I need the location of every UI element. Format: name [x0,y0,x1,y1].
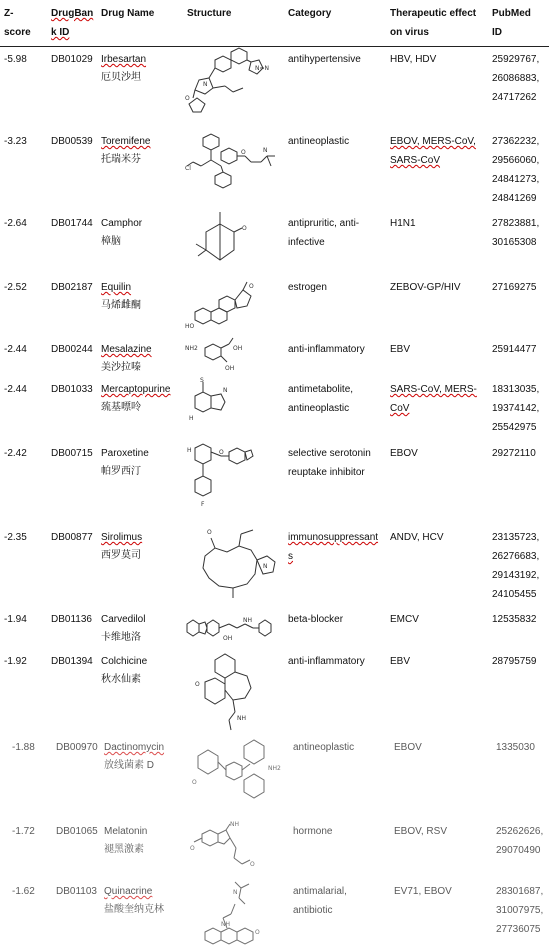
category-cell: beta-blocker [288,614,344,625]
drug-name-cn: 卡维地洛 [101,632,141,643]
atom-label-o: O [249,283,254,290]
atom-label-f: F [201,501,205,508]
pubmed-cell: 25929767, 26086883, 24717262 [492,54,540,103]
header-pubmed-id: PubMed ID [492,8,531,38]
atom-label-ho: HO [185,323,195,330]
effect-cell: EBV [390,656,411,667]
effect-cell: ANDV, HCV [390,532,444,543]
pubmed-cell: 27823881, 30165308 [492,218,540,248]
atom-label-n: N [233,889,238,896]
irbesartan-structure-icon [185,48,285,124]
table-row [0,210,549,272]
drug-name-cn: 帕罗西汀 [101,466,141,477]
effect-cell: H1N1 [390,218,416,229]
toremifene-structure-icon [185,132,285,204]
paroxetine-structure-icon [185,442,275,522]
drug-name-en: Carvedilol [101,614,146,625]
atom-label-o: O [241,149,246,156]
effect-cell: EBOV, MERS-CoV, SARS-CoV [390,136,476,166]
drug-name-cn: 马烯雌酮 [101,300,141,311]
header-drugbank-id: DrugBan k ID [51,8,94,38]
table-row [0,46,549,126]
header-drug-name: Drug Name [101,8,155,19]
zscore-cell: -1.72 [12,826,35,837]
pubmed-cell: 1335030 [496,742,535,753]
atom-label-nh2: NH2 [268,765,281,772]
atom-label-o-2: O [250,861,255,868]
atom-label-o: O [192,779,197,786]
drug-name-cn: 褪黑激素 [104,844,144,855]
table-row [0,338,549,378]
atom-label-o: O [185,95,190,102]
mercaptopurine-structure-icon [185,378,255,438]
zscore-cell: -3.23 [4,136,27,147]
atom-label-o: O [195,681,200,688]
pubmed-cell: 12535832 [492,614,537,625]
category-cell: antimalarial, antibiotic [293,886,347,916]
category-cell: antipruritic, anti- infective [288,218,360,248]
drug-name-cn: 秋水仙素 [101,674,141,685]
drug-name-cn: 放线菌素 D [104,760,154,771]
category-cell: antineoplastic [288,136,350,147]
drug-name-en: Melatonin [104,826,148,837]
atom-label-nh: NH [243,617,252,624]
drug-name-en: Equilin [101,282,132,293]
header-category: Category [288,8,332,19]
table-row [0,526,549,608]
header-zscore: Z- score [4,8,31,38]
drug-name-cn: 樟脑 [101,236,121,247]
table-header [0,0,549,46]
effect-cell: ZEBOV-GP/HIV [390,282,461,293]
drug-name-cn: 盐酸奎纳克林 [104,904,164,915]
atom-label-oh: OH [233,345,243,352]
effect-cell: HBV, HDV [390,54,437,65]
dactinomycin-structure-icon [190,736,290,816]
atom-label-nh: NH [237,715,246,722]
category-cell: anti-inflammatory [288,656,365,667]
drugbank-id-cell: DB01029 [51,54,93,65]
drugbank-id-cell: DB00715 [51,448,93,459]
drug-name-en: Camphor [101,218,143,229]
pubmed-cell: 28301687, 31007975, 27736075 [496,886,544,935]
drug-name-cn: 厄贝沙坦 [101,72,141,83]
zscore-cell: -1.94 [4,614,27,625]
category-cell: antimetabolite, antineoplastic [288,384,354,414]
zscore-cell: -2.35 [4,532,27,543]
carvedilol-structure-icon [185,610,285,648]
drug-name-en: Dactinomycin [104,742,165,753]
equilin-structure-icon [185,276,275,336]
drug-name-cn: 托瑞米芬 [101,154,141,165]
zscore-cell: -1.88 [12,742,35,753]
drugbank-id-cell: DB01136 [51,614,92,625]
drugbank-id-cell: DB00970 [56,742,98,753]
category-cell: estrogen [288,282,327,293]
atom-label-h: H [187,447,192,454]
camphor-structure-icon [190,210,270,270]
atom-label-cl: Cl [185,165,191,172]
effect-cell: EV71, EBOV [394,886,452,897]
drugbank-id-cell: DB01103 [56,886,97,897]
atom-label-n: N [203,81,208,88]
drug-name-cn: 美沙拉嗪 [101,362,141,373]
drug-name-en: Toremifene [101,136,151,147]
table-row [0,378,549,442]
atom-label-n: N [263,563,268,570]
table-row [0,128,549,208]
table-row [0,274,549,338]
drugbank-id-cell: DB01744 [51,218,93,229]
drug-name-en: Colchicine [101,656,148,667]
atom-label-o: O [219,449,224,456]
sirolimus-structure-icon [185,526,285,606]
effect-cell: SARS-CoV, MERS- CoV [390,384,477,414]
pubmed-cell: 25262626, 29070490 [496,826,544,856]
colchicine-structure-icon [185,650,275,734]
category-cell: hormone [293,826,333,837]
atom-label-nn: N=N [255,65,270,72]
effect-cell: EBOV, RSV [394,826,447,837]
drug-name-cn: 西罗莫司 [101,550,141,561]
zscore-cell: -2.44 [4,384,27,395]
quinacrine-structure-icon [195,880,285,950]
drug-name-en: Irbesartan [101,54,147,65]
table-row [0,650,549,736]
table-row [0,736,549,820]
drugbank-id-cell: DB01394 [51,656,93,667]
pubmed-cell: 23135723, 26276683, 29143192, 24105455 [492,532,540,600]
zscore-cell: -5.98 [4,54,27,65]
table-row [0,820,549,880]
atom-label-nh: NH [230,821,239,828]
drugbank-id-cell: DB02187 [51,282,93,293]
category-cell: antihypertensive [288,54,361,65]
drugbank-id-cell: DB00244 [51,344,93,355]
zscore-cell: -1.62 [12,886,35,897]
table-row [0,608,549,650]
effect-cell: EMCV [390,614,419,625]
drug-name-en: Mercaptopurine [101,384,171,395]
drugbank-id-cell: DB01065 [56,826,98,837]
category-cell: immunosuppressant s [288,532,379,562]
drug-name-en: Sirolimus [101,532,143,543]
mesalazine-structure-icon [185,338,265,378]
header-therapeutic-effect: Therapeutic effect on virus [390,8,477,38]
pubmed-cell: 28795759 [492,656,537,667]
melatonin-structure-icon [190,820,270,878]
atom-label-o: O [255,929,260,936]
effect-cell: EBV [390,344,411,355]
drug-name-cn: 巯基嘌呤 [101,402,141,413]
table-row [0,442,549,526]
atom-label-nh: NH [221,921,230,928]
category-cell: antineoplastic [293,742,355,753]
drug-name-en: Mesalazine [101,344,152,355]
atom-label-s: S [200,377,204,384]
drug-name-en: Quinacrine [104,886,153,897]
effect-cell: EBOV [390,448,418,459]
atom-label-oh: OH [223,635,233,642]
atom-label-o: O [190,845,195,852]
zscore-cell: -1.92 [4,656,27,667]
pubmed-cell: 27362232, 29566060, 24841273, 24841269 [492,136,540,204]
zscore-cell: -2.42 [4,448,27,459]
zscore-cell: -2.64 [4,218,27,229]
pubmed-cell: 18313035, 19374142, 25542975 [492,384,540,433]
table-row [0,880,549,951]
effect-cell: EBOV [394,742,422,753]
atom-label-h: H [189,415,194,422]
pubmed-cell: 25914477 [492,344,537,355]
atom-label-n: N [263,147,268,154]
category-cell: selective serotonin reuptake inhibitor [288,448,371,478]
header-structure: Structure [187,8,232,19]
drugbank-id-cell: DB01033 [51,384,93,395]
atom-label-nh2: NH2 [185,345,198,352]
pubmed-cell: 27169275 [492,282,537,293]
zscore-cell: -2.52 [4,282,27,293]
atom-label-oh-2: OH [225,365,235,372]
atom-label-n: N [223,387,228,394]
category-cell: anti-inflammatory [288,344,365,355]
drugbank-id-cell: DB00877 [51,532,93,543]
atom-label-o: O [242,225,247,232]
pubmed-cell: 29272110 [492,448,536,459]
zscore-cell: -2.44 [4,344,27,355]
drug-name-en: Paroxetine [101,448,149,459]
atom-label-o: O [207,529,212,536]
drugbank-id-cell: DB00539 [51,136,93,147]
